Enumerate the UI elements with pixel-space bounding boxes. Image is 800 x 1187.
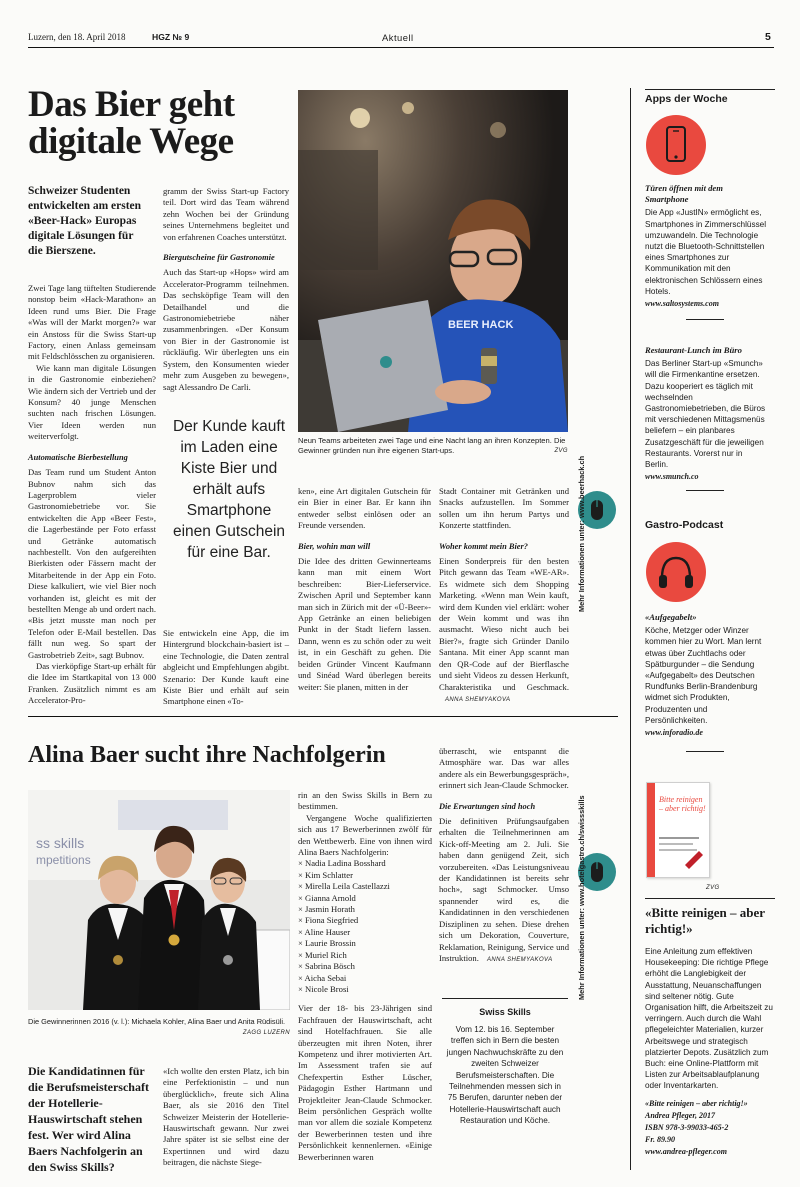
paragraph: Vergangene Woche qualifizierten sich aus 17 Bewerberinnen zwölf für den Wettbewerb. Eine von ihnen wird Alina Baers Nachfolgerin: bbox=[298, 812, 432, 858]
article2-headline: Alina Baer sucht ihre Nachfolgerin bbox=[28, 742, 386, 768]
article2-column-2 bbox=[163, 1066, 289, 1169]
paragraph: Vier der 18- bis 23-Jährigen sind Fachfrauen der Hauswirtschaft, acht sind Hotelfachfrauen. Sie alle überzeugten mit ihren Noten, ihrer Kompetenz und ihrer motivierten Art. Im Assessment trafen sie auf Chefexpertin Esther Lüscher, Pädagogin Esther Hartmann und Projektleiter Jean-Claude Schmocker. Beim persönlichen Gespräch wollte man vor allem die soziale Kompetenz der Bewerberinnen testen und ihre Persönlichkeit kennenlernen. «Einige Bewerberinnen waren bbox=[298, 1003, 432, 1162]
author-credit: ANNA SHEMYAKOVA bbox=[445, 696, 511, 703]
svg-text:mpetitions: mpetitions bbox=[36, 853, 91, 867]
book-meta-price: Fr. 89.90 bbox=[645, 1135, 676, 1145]
book-meta-isbn: ISBN 978-3-99033-465-2 bbox=[645, 1123, 729, 1133]
sidebar-top-rule bbox=[645, 89, 775, 90]
page-number: 5 bbox=[765, 31, 771, 43]
podcast-link[interactable]: www.inforadio.de bbox=[645, 728, 703, 738]
book-cover bbox=[646, 782, 710, 878]
headphones-icon bbox=[646, 542, 706, 602]
svg-text:BEER HACK: BEER HACK bbox=[448, 319, 514, 331]
article2-more-info[interactable]: Mehr Informationen unter: www.hotelgastro.ch/swissskills bbox=[577, 795, 586, 1000]
paragraph-text: Die definitiven Prüfungsaufgaben erhalten die Teilnehmerinnen am Kick-off-Meeting am 2. Juli. Sie haben dann genügend Zeit, sich vorzubereiten. «Das Leistungsniveau der Kandidatinnen ist bereits sehr hoch», sagt Schmocker. Umso spannender wird es, die Kandidatinnen in den verschiedenen Disziplinen zu sehen. Diese drehen sich um Dekoration, Couverture, Reklamation, Reinigung, Service und Instruktion. bbox=[439, 816, 569, 963]
candidate-list bbox=[298, 858, 432, 995]
paragraph: Zwei Tage lang tüftelten Studierende nonstop beim «Hack-Marathon» an Ideen rund ums Bier. Die Frage «Was will der Markt morgen?» war ein Anstoss für die Swiss Start-up Factory, einen Anlass gemeinsam mit Feldschlösschen zu organisieren. bbox=[28, 283, 156, 362]
article1-column-2-bottom bbox=[163, 628, 289, 708]
paragraph: Die Idee des dritten Gewinnerteams kann man mit einem Wort beschreiben: Bier-Lieferservice. Zwischen April und September kann man sich in Zürich mit der «Ü-Beer»-App Getränke an einen beliebigen Punkt in der Stadt liefern lassen. Dann, wenn es zu schön oder zu weit ist, in ein Geschäft zu gehen. Die beiden Gründer Vincent Kaufmann und Sinéad Ward überlegen bereits weiter: Sie planen, mitten in der bbox=[298, 556, 431, 692]
photo-credit: ZAGG LUZERN bbox=[242, 1030, 290, 1036]
paragraph: Stadt Container mit Getränken und Snacks aufzustellen. Im Sommer sollen um ihn herum Partys und Konzerte stattfinden. bbox=[439, 486, 569, 531]
sidebar-short-rule bbox=[686, 490, 724, 491]
article2-lead: Die Kandidatinnen für die Berufsmeisterschaft der Hotellerie-Hauswirtschaft stehen fest. Wer wird Alina Baers Nachfolgerin an den Swiss Skills? bbox=[28, 1064, 149, 1174]
winners-photo bbox=[28, 790, 290, 1010]
app2-title: Restaurant-Lunch im Büro bbox=[645, 345, 742, 355]
paragraph: Sie entwickeln eine App, die im Hintergrund blockchain-basiert ist – eine Technologie, die Daten zentral abgleicht und Empfehlungen abgibt. Szenario: Der Kunde kauft eine Kiste Bier und erhält auf sein Smartphone einen «To- bbox=[163, 628, 289, 707]
book-text: Eine Anleitung zum effektiven Housekeeping: Die richtige Pflege erhöht die Langlebigkeit der Ausstattung, Neuanschaffungen sind seltener nötig. Gute Organisation hilft, die Arbeitszeit zu verringern. Auch durch die Wahl pflegeleichter Materialien, kurzer Arbeitswege und strategisch platzierter Depots. Zusätzlich zum Buch: eine Online-Plattform mit Listen zur Arbeitsablaufplanung oder Inventarkarten. bbox=[645, 947, 773, 1091]
hackathon-photo-caption bbox=[298, 436, 568, 456]
list-item: × Aline Hauser bbox=[298, 927, 432, 938]
book-meta-title: «Bitte reinigen – aber richtig!» bbox=[645, 1098, 748, 1108]
apps-heading: Apps der Woche bbox=[645, 93, 728, 105]
subheading: Woher kommt mein Bier? bbox=[439, 541, 528, 551]
book-block bbox=[645, 946, 773, 1158]
caption-text: Neun Teams arbeiteten zwei Tage und eine Nacht lang an ihren Konzepten. Die Gewinner gründen nun ihre eigenen Start-ups. bbox=[298, 436, 566, 455]
paragraph: Das vierköpfige Start-up erhält für die Idee im Startkapital von 13 000 Franken. Zusätzlich nimmt es am Accelerator-Pro- bbox=[28, 661, 156, 706]
paragraph: gramm der Swiss Start-up Factory teil. Dort wird das Team während zehn Wochen bei der Gründung seines Unternehmens begleitet und von erfahrenen Coaches unterstützt. bbox=[163, 186, 289, 242]
book-meta-author: Andrea Pfleger, 2017 bbox=[645, 1110, 715, 1120]
paragraph: überrascht, wie entspannt die Atmosphäre war. Das war alles andere als ein Bewerbungsgespräch», erinnert sich Jean-Claude Schmocker. bbox=[439, 746, 569, 791]
list-item: × Kim Schlatter bbox=[298, 870, 432, 881]
book-photo-credit: ZVG bbox=[706, 885, 720, 891]
swiss-skills-box-title: Swiss Skills bbox=[479, 1007, 531, 1017]
list-item: × Sabrina Bösch bbox=[298, 961, 432, 972]
book-title: «Bitte reinigen – aber richtig!» bbox=[645, 905, 765, 936]
sidebar-divider bbox=[630, 88, 631, 1170]
paragraph: Auch das Start-up «Hops» wird am Accelerator-Programm teilnehmen. Das sechsköpfige Team will den Detailhandel und die Gastronomiebetriebe näher zusammenbringen. «Der Konsum von Bier in der Gastronomie ist rückläufig. Wir überlegten uns ein System, den Konsumenten wieder mehr zum Ausgeben zu bewegen», sagt Alessandro De Carli. bbox=[163, 267, 289, 392]
subheading: Bier, wohin man will bbox=[298, 541, 371, 551]
app2-text: Das Berliner Start-up «Smunch» will die Firmenkantine ersetzen. Dazu kooperiert es täglich mit wechselnden Gastronomiebetrieben, die Büros mit verschiedenen Mittagsmenüs beliefern – ein planbares Zusatzgeschäft für die jeweiligen Restaurants. Vorerst nur in Berlin. bbox=[645, 359, 766, 470]
svg-text:ss skills: ss skills bbox=[36, 835, 85, 851]
app1-link[interactable]: www.saltosystems.com bbox=[645, 299, 719, 309]
photo-illustration bbox=[298, 90, 568, 432]
list-item: × Nicole Brosi bbox=[298, 984, 432, 995]
podcast-block bbox=[645, 612, 767, 738]
paragraph: rin an den Swiss Skills in Bern zu bestimmen. bbox=[298, 790, 432, 812]
smartphone-icon bbox=[646, 115, 706, 175]
sidebar-short-rule bbox=[686, 751, 724, 752]
caption-text: Die Gewinnerinnen 2016 (v. l.): Michaela Kohler, Alina Baer und Anita Rüdisüli. bbox=[28, 1017, 286, 1026]
list-item: × Aicha Sebai bbox=[298, 973, 432, 984]
header-rule bbox=[28, 47, 774, 48]
paragraph bbox=[439, 556, 569, 706]
sidebar-rule bbox=[645, 898, 775, 899]
paragraph: Wie kann man digitale Lösungen in die Gastronomie einbeziehen? Wie ändern sich der Vertrieb und der Konsum? 40 junge Menschen suchten nach frischen Lösungen. Vier Ideen werden nun weiterverfolgt. bbox=[28, 362, 156, 442]
podcast-heading: Gastro-Podcast bbox=[645, 519, 724, 531]
podcast-name: «Aufgegabelt» bbox=[645, 612, 697, 622]
app1-block bbox=[645, 183, 767, 309]
article1-lead: Schweizer Studenten entwickelten am ersten «Beer-Hack» Europas digitale Lösungen für die Bierszene. bbox=[28, 185, 142, 257]
app2-block bbox=[645, 345, 767, 482]
book-link[interactable]: www.andrea-pfleger.com bbox=[645, 1147, 727, 1157]
photo-credit: ZVG bbox=[554, 448, 568, 454]
paragraph: ken», eine Art digitalen Gutschein für ein Bier in einer Bar. Er kann ihn entweder selbst einlösen oder an Freunde versenden. bbox=[298, 486, 431, 531]
article1-headline: Das Bier geht digitale Wege bbox=[28, 84, 235, 162]
subheading: Die Erwartungen sind hoch bbox=[439, 801, 536, 811]
article2-column-3 bbox=[298, 790, 432, 1163]
paragraph-text: Einen Sonderpreis für den besten Pitch gewann das Team «WE-AR». Es widmete sich dem Shopping Marketing. «Wenn man Wein kauft, wird dem Kunden viel erklärt: woher der Wein kommt und was ihn ausmacht. Wieso nicht auch bei Bier?», fragte sich Gründer Danilo Santana. Mit einer App scannt man den QR-Code auf der Bierflasche und sieht Videos zu dessen Herkunft, Charakteristika und Geschmack. bbox=[439, 556, 569, 692]
list-item: × Jasmin Horath bbox=[298, 904, 432, 915]
list-item: × Laurie Brossin bbox=[298, 938, 432, 949]
header-place-date: Luzern, den 18. April 2018 bbox=[28, 32, 126, 42]
headphones-glyph bbox=[646, 542, 706, 602]
app1-title: Türen öffnen mit dem Smartphone bbox=[645, 183, 723, 205]
list-item: × Fiona Siegfried bbox=[298, 915, 432, 926]
book-illustration bbox=[647, 831, 711, 871]
hackathon-photo bbox=[298, 90, 568, 432]
pull-quote: Der Kunde kauft im Laden eine Kiste Bier und erhält aufs Smartphone einen Gutschein für eine Bar. bbox=[172, 418, 286, 561]
book-meta bbox=[645, 1098, 773, 1158]
book-cover-title: Bitte reinigen – aber richtig! bbox=[659, 795, 706, 813]
article1-column-3 bbox=[298, 486, 431, 693]
author-credit: ANNA SHEMYAKOVA bbox=[487, 956, 553, 963]
phone-glyph bbox=[646, 115, 706, 175]
header-section: Aktuell bbox=[382, 32, 414, 43]
article1-column-4 bbox=[439, 486, 569, 706]
article1-more-info[interactable]: Mehr Informationen unter: www.beerhack.ch bbox=[577, 455, 586, 612]
subheading: Biergutscheine für Gastronomie bbox=[163, 253, 275, 263]
article1-column-2 bbox=[163, 186, 289, 393]
header-issue: HGZ № 9 bbox=[152, 32, 190, 42]
list-item: × Nadia Ladina Bosshard bbox=[298, 858, 432, 869]
list-item: × Muriel Rich bbox=[298, 950, 432, 961]
article2-column-4 bbox=[439, 746, 569, 966]
sidebar-short-rule bbox=[686, 319, 724, 320]
list-item: × Mirella Leila Castellazzi bbox=[298, 881, 432, 892]
photo-illustration bbox=[28, 790, 290, 1010]
podcast-text: Köche, Metzger oder Winzer kommen hier zu Wort. Man lernt etwas über Zuchtlachs oder Spätburgunder – die Sendung «Aufgegabelt» des Deutschen Rundfunks Berlin-Brandenburg widmet sich Produkten, Produzenten und Persönlichkeiten. bbox=[645, 626, 762, 725]
paragraph: «Ich wollte den ersten Platz, ich bin eine Perfektionistin – und nun überglücklich», freute sich Alina Baer, als sie 2016 den Titel Schweizer Meisterin der Hotellerie-Hauswirtschaft gewann. Nur zwei Jahre später ist sie selbst eine der Expertinnen und wird dazu beitragen, die nächste Siege- bbox=[163, 1066, 289, 1168]
swiss-skills-box-text: Vom 12. bis 16. September treffen sich in Bern die besten jungen Nachwuchskräfte zu den zweiten Schweizer Berufsmeisterschaften. Die Teilnehmenden messen sich in 75 Berufen, darunter neben der Hotellerie-Hauswirtschaft auch Restauration und Köche. bbox=[446, 1025, 564, 1126]
app1-text: Die App «JustIN» ermöglicht es, Smartphones in Zimmerschlüssel umzuwandeln. Die Technologie nutzt die Bluetooth-Schnittstellen eines Smartphones zur Kommunikation mit den elektronischen Schlössern eines Hotels. bbox=[645, 208, 767, 296]
winners-photo-caption bbox=[28, 1017, 290, 1038]
article1-column-1 bbox=[28, 283, 156, 707]
paragraph: Das Team rund um Student Anton Bubnov nahm sich das Lagerproblem vieler Gastronomiebetriebe vor. Sie entwickelten die App «Beer Fest», die Lagerbestände per Foto erfasst und Getränke automatisch nachbestellt. Von den aufgereihten Bierkisten oder Fässern macht der Mitarbeitende in der App ein Foto. Diese kalkuliert, wie viel Bier noch vorhanden ist, gleicht es mit der bestellten Menge ab und ordert nach. «Bis jetzt musste man noch per Telefon oder E-Mail bestellen. Das fällt nun weg. So spart der Gastrobetrieb Zeit», sagt Bubnov. bbox=[28, 467, 156, 660]
box-top-rule bbox=[442, 998, 568, 999]
list-item: × Gianna Arnold bbox=[298, 893, 432, 904]
paragraph bbox=[439, 816, 569, 966]
article-divider bbox=[28, 716, 618, 717]
app2-link[interactable]: www.smunch.co bbox=[645, 472, 699, 482]
subheading: Automatische Bierbestellung bbox=[28, 452, 128, 462]
